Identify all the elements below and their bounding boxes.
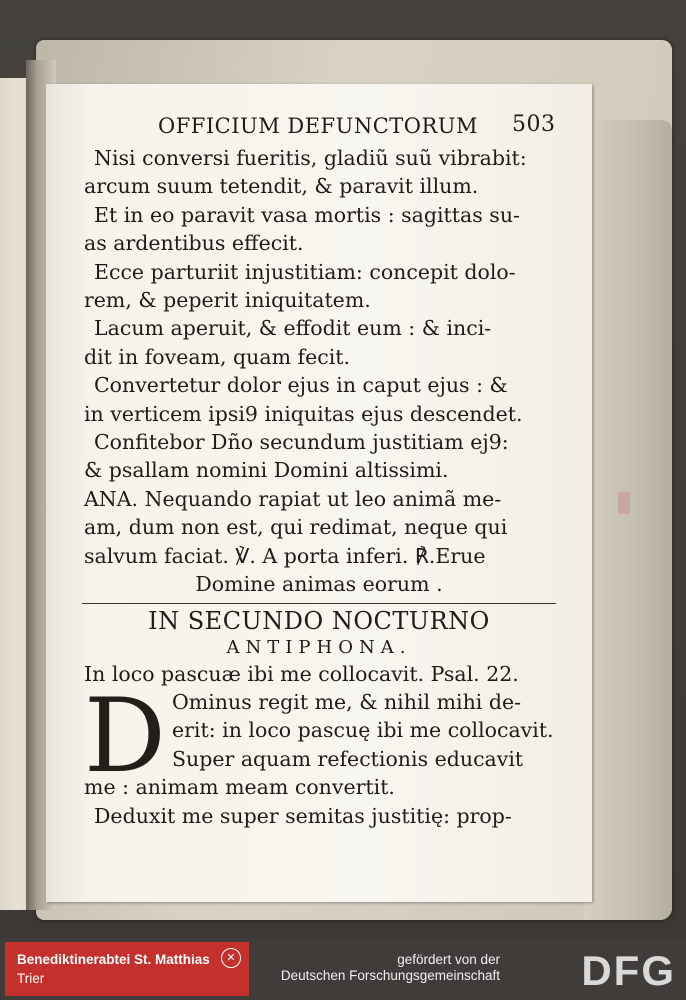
text-line: rem, & peperit iniquitatem. xyxy=(84,288,371,313)
right-page xyxy=(46,84,592,902)
page-tab-marker xyxy=(618,492,630,514)
page-number: 503 xyxy=(512,112,556,137)
institution-banner[interactable] xyxy=(5,942,249,996)
institution-name: Benediktinerabtei St. Matthias xyxy=(17,952,210,967)
running-title: OFFICIUM DEFUNCTORUM xyxy=(158,114,479,138)
cover-edge xyxy=(584,120,672,920)
antiphon-line: ANA. Nequando rapiat ut leo animã me- xyxy=(84,486,502,511)
text-line: Confitebor Dño secundum justitiam ej9: xyxy=(94,430,509,455)
text-line: erit: in loco pascuę ibi me collocavit. xyxy=(172,718,554,743)
text-line: in verticem ipsi9 iniquitas ejus descendet. xyxy=(84,401,523,426)
page-text-block xyxy=(84,110,554,830)
abbey-emblem-icon: ✕ xyxy=(221,948,241,968)
antiphona-label: ANTIPHONA. xyxy=(226,636,412,658)
text-line: dit in foveam, quam fecit. xyxy=(84,344,351,369)
text-line: Super aquam refectionis educavit xyxy=(172,746,524,771)
dfg-logo[interactable]: DFG xyxy=(581,947,676,994)
drop-cap: D xyxy=(84,676,166,796)
funder-line-2: Deutschen Forschungsgemeinschaft xyxy=(280,968,500,983)
text-line: Ominus regit me, & nihil mihi de- xyxy=(172,689,522,714)
text-line: Lacum aperuit, & effodit eum : & inci- xyxy=(94,316,492,341)
text-line: & psallam nomini Domini altissimi. xyxy=(84,458,449,483)
antiphon-text: In loco pascuæ ibi me collocavit. Psal. 22. xyxy=(84,661,519,686)
funder-credit xyxy=(281,952,500,984)
section-title: IN SECUNDO NOCTURNO xyxy=(148,606,490,635)
text-line: me : animam meam convertit. xyxy=(84,775,395,800)
text-line: Et in eo paravit vasa mortis : sagittas su- xyxy=(94,202,520,227)
page-header xyxy=(84,110,554,144)
text-line: Domine animas eorum . xyxy=(195,572,443,597)
text-line: as ardentibus effecit. xyxy=(84,231,304,256)
section-divider xyxy=(82,603,556,604)
text-line: Ecce parturiit injustitiam: concepit dolo- xyxy=(94,259,516,284)
text-line: Convertetur dolor ejus in caput ejus : & xyxy=(94,373,508,398)
text-line: Deduxit me super semitas justitię: prop- xyxy=(94,803,512,828)
text-line: am, dum non est, qui redimat, neque qui xyxy=(84,515,508,540)
text-line: Nisi conversi fueritis, gladiũ suũ vibrabit: xyxy=(94,146,527,170)
funder-line-1: gefördert von der xyxy=(397,952,500,967)
footer-bar xyxy=(0,938,686,1000)
text-line: arcum suum tetendit, & paravit illum. xyxy=(84,174,479,199)
text-line: salvum faciat. ℣. A porta inferi. ℟.Erue xyxy=(84,543,486,568)
institution-city: Trier xyxy=(17,971,45,986)
